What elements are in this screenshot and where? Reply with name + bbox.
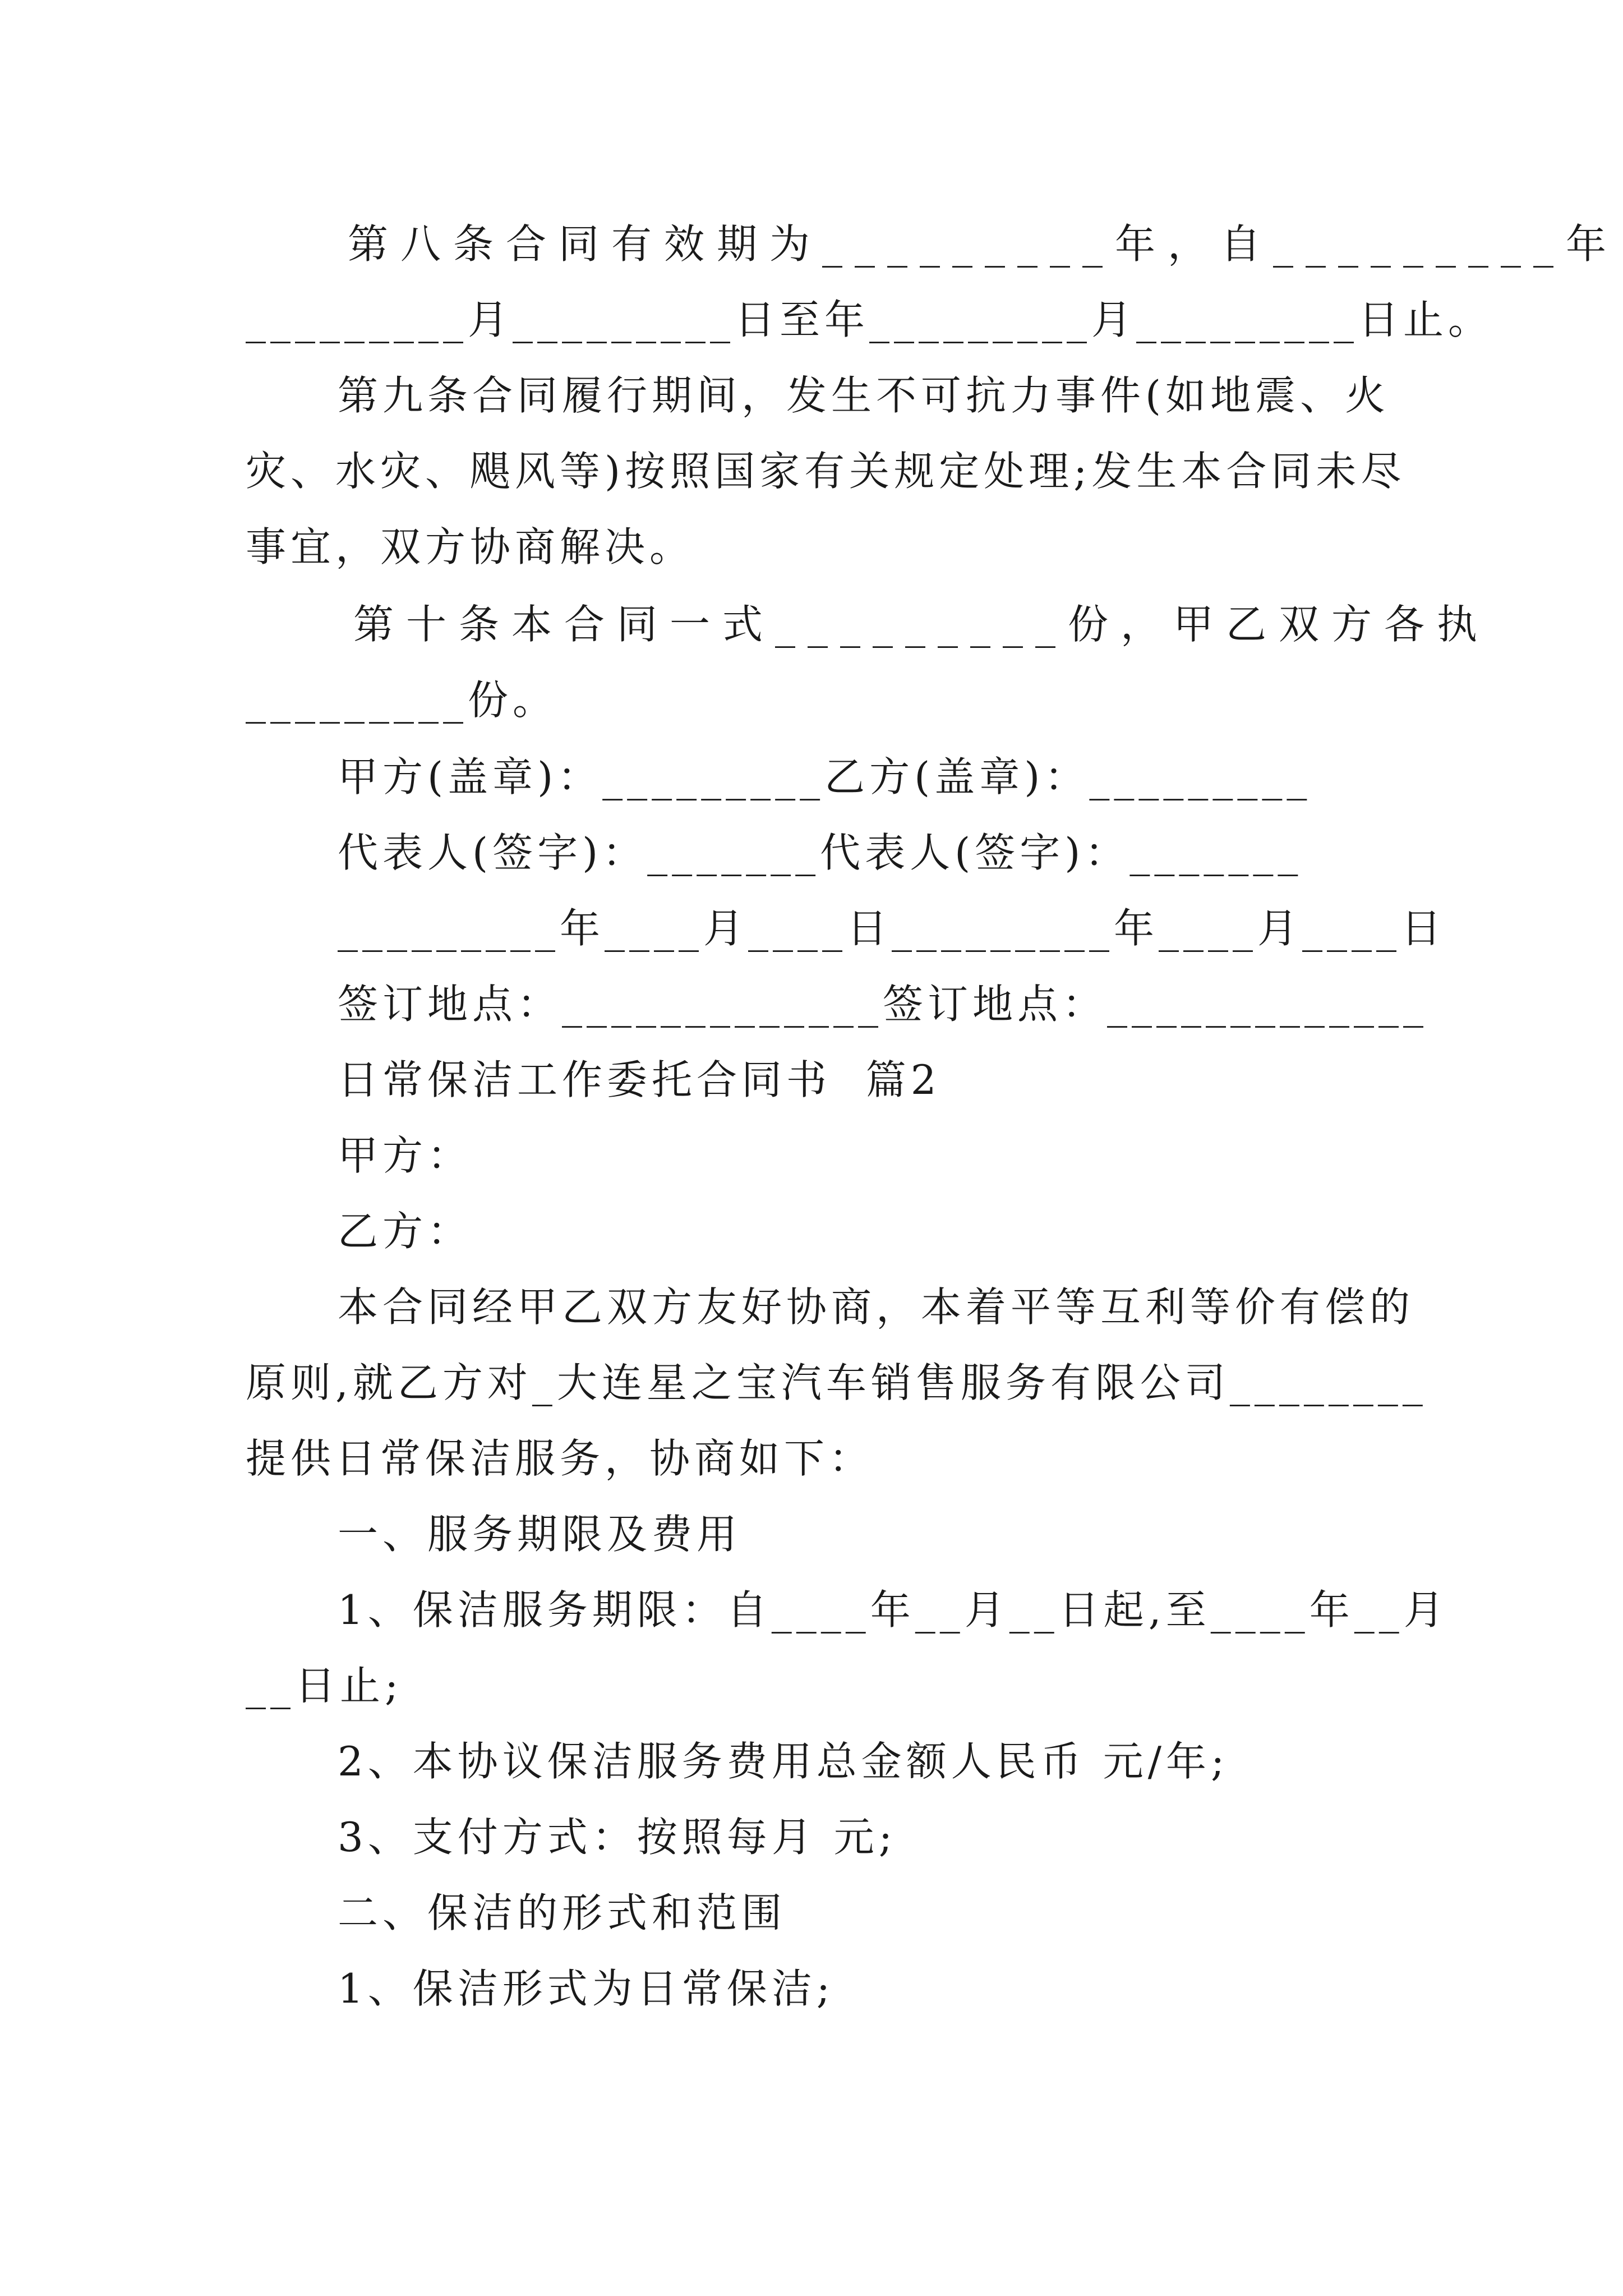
signing-place-fields: 签订地点：_____________签订地点：_____________: [338, 981, 1428, 1028]
item-2-line: [0, 1728, 1623, 1795]
article-10-line-2: [0, 666, 1623, 734]
party-b-label: 乙方：: [338, 1208, 473, 1255]
section-1-heading-text: 一、服务期限及费用: [338, 1511, 742, 1558]
item-3-text: 3、支付方式：按照每月 元;: [338, 1814, 897, 1861]
intro-text-continued: 原则,就乙方对_大连星之宝汽车销售服务有限公司________: [246, 1359, 1427, 1406]
article-8-text-continued: _________月_________日至年_________月_________日止。: [246, 296, 1493, 343]
article-8-line-2: [0, 286, 1623, 353]
contract-2-title-text: 日常保洁工作委托合同书 篇2: [338, 1056, 941, 1103]
item-1-text: 1、保洁服务期限：自____年__月__日起,至____年__月: [338, 1586, 1449, 1634]
article-10-text: 第十条本合同一式_________份，甲乙双方各执: [353, 601, 1490, 648]
section-2-heading-text: 二、保洁的形式和范围: [338, 1889, 787, 1936]
item-1-text-continued: __日止;: [246, 1662, 403, 1709]
section-2-item-1-line: [0, 1955, 1623, 2022]
party-b-line: [0, 1198, 1623, 1265]
seal-line: [0, 743, 1623, 811]
signing-date-line: [0, 895, 1623, 962]
intro-line-2: [0, 1349, 1623, 1416]
seal-fields: 甲方(盖章)：_________乙方(盖章)：_________: [338, 753, 1312, 800]
article-9-text-continued: 灾、水灾、飓风等)按照国家有关规定处理;发生本合同未尽: [246, 448, 1406, 495]
section-1-heading: [0, 1501, 1623, 1568]
article-10-line-1: [0, 591, 1623, 658]
item-1-line-2: [0, 1652, 1623, 1719]
article-9-line-2: [0, 438, 1623, 505]
article-8-text: 第八条合同有效期为_________年，自_________年: [348, 220, 1619, 268]
representative-line: [0, 819, 1623, 886]
article-8-line-1: [0, 210, 1623, 278]
party-a-label: 甲方：: [338, 1132, 473, 1179]
intro-text: 本合同经甲乙双方友好协商，本着平等互利等价有偿的: [338, 1283, 1415, 1331]
intro-text-end: 提供日常保洁服务，协商如下：: [246, 1435, 874, 1482]
article-9-text: 第九条合同履行期间，发生不可抗力事件(如地震、火: [338, 372, 1390, 419]
representative-fields: 代表人(签字)：_______代表人(签字)：_______: [338, 829, 1303, 876]
article-9-text-end: 事宜，双方协商解决。: [246, 523, 695, 570]
item-2-text: 2、本协议保洁服务费用总金额人民币 元/年;: [338, 1738, 1229, 1785]
contract-2-title: [0, 1046, 1623, 1114]
item-1-line-1: [0, 1576, 1623, 1644]
article-10-text-continued: _________份。: [246, 677, 558, 724]
article-9-line-3: [0, 513, 1623, 581]
intro-line-3: [0, 1425, 1623, 1492]
intro-line-1: [0, 1273, 1623, 1341]
section-2-heading: [0, 1879, 1623, 1947]
signing-place-line: [0, 970, 1623, 1038]
article-9-line-1: [0, 362, 1623, 429]
party-a-line: [0, 1122, 1623, 1189]
signing-date-fields: _________年____月____日_________年____月____日: [338, 905, 1446, 952]
section-2-item-1-text: 1、保洁形式为日常保洁;: [338, 1965, 835, 2012]
item-3-line: [0, 1803, 1623, 1871]
